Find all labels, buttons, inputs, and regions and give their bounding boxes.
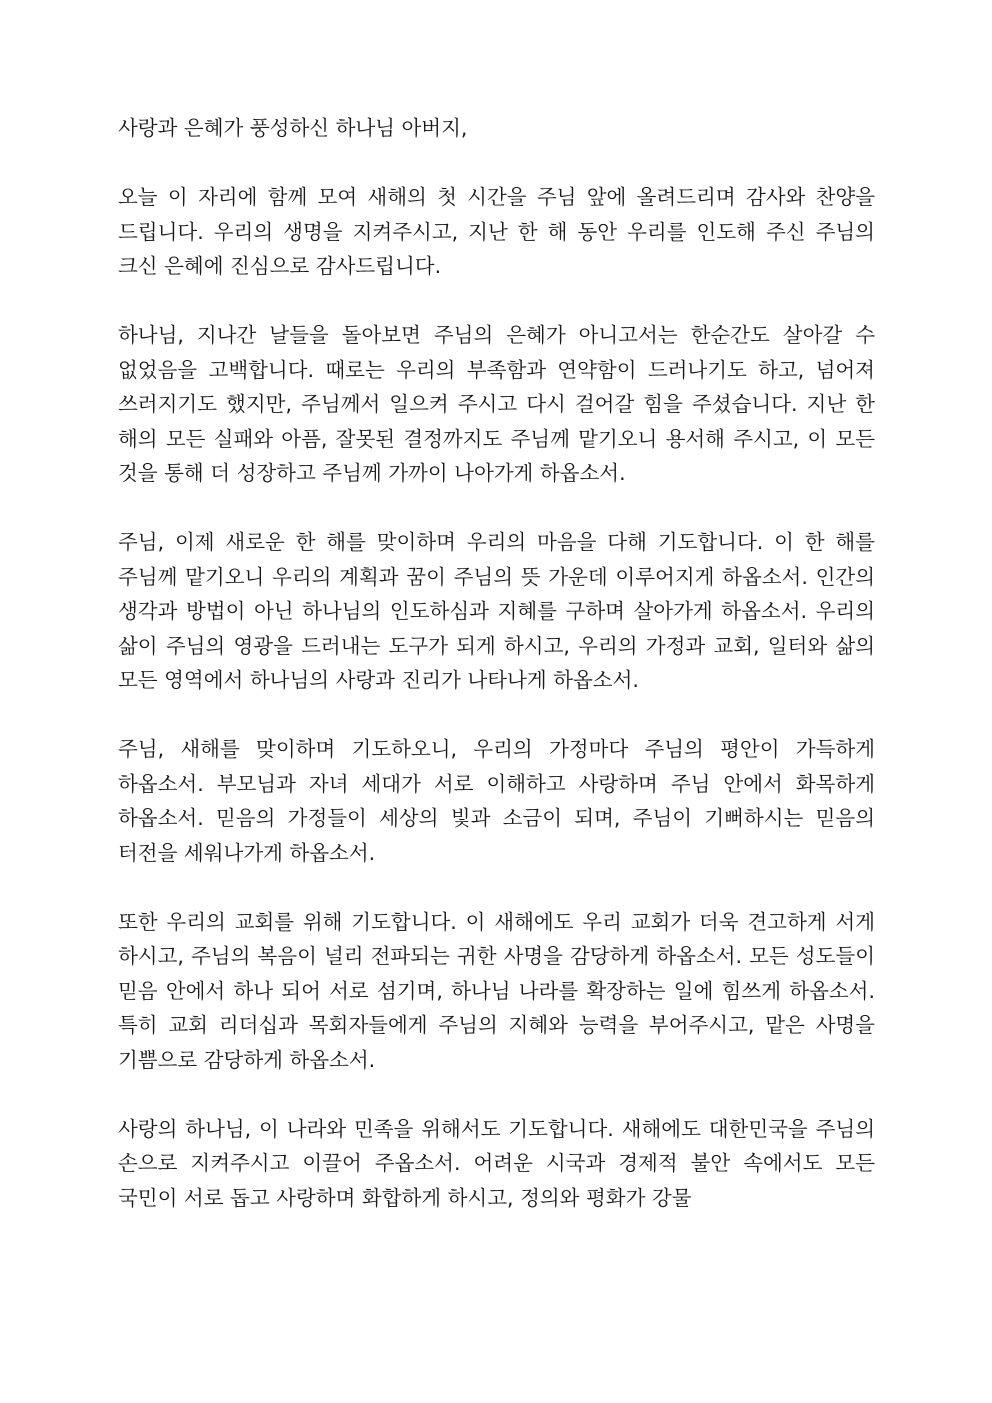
greeting-line: 사랑과 은혜가 풍성하신 하나님 아버지, (118, 116, 468, 140)
paragraph-nation-prayer: 사랑의 하나님, 이 나라와 민족을 위해서도 기도합니다. 새해에도 대한민국을 주님의 손으로 지켜주시고 이끌어 주옵소서. 어려운 시국과 경제적 불안 속에서도 모든 국민이 서로 돕고 사랑하며 화합하게 하시고, 정의와 평화가 강물 (118, 1116, 875, 1210)
paragraph-thanksgiving: 오늘 이 자리에 함께 모여 새해의 첫 시간을 주님 앞에 올려드리며 감사와 찬양을 드립니다. 우리의 생명을 지켜주시고, 지난 한 해 동안 우리를 인도해 주신 주님의 크신 은혜에 진심으로 감사드립니다. (118, 185, 875, 278)
prayer-text-body (118, 111, 875, 1250)
paragraph-new-year-petition: 주님, 이제 새로운 한 해를 맞이하며 우리의 마음을 다해 기도합니다. 이 한 해를 주님께 맡기오니 우리의 계획과 꿈이 주님의 뜻 가운데 이루어지게 하옵소서. 인간의 생각과 방법이 아닌 하나님의 인도하심과 지혜를 구하며 살아가게 하옵소서. 우리의 삶이 주님의 영광을 드러내는 도구가 되게 하시고, 우리의 가정과 교회, 일터와 삶의 모든 영역에서 하나님의 사랑과 진리가 나타나게 하옵소서. (118, 530, 875, 692)
paragraph-church-prayer: 또한 우리의 교회를 위해 기도합니다. 이 새해에도 우리 교회가 더욱 견고하게 서게 하시고, 주님의 복음이 널리 전파되는 귀한 사명을 감당하게 하옵소서. 모든 성도들이 믿음 안에서 하나 되어 서로 섬기며, 하나님 나라를 확장하는 일에 힘쓰게 하옵소서. 특히 교회 리더십과 목회자들에게 주님의 지혜와 능력을 부어주시고, 맡은 사명을 기쁨으로 감당하게 하옵소서. (118, 909, 875, 1072)
paragraph-confession: 하나님, 지나간 날들을 돌아보면 주님의 은혜가 아니고서는 한순간도 살아갈 수 없었음을 고백합니다. 때로는 우리의 부족함과 연약함이 드러나기도 하고, 넘어져 쓰러지기도 했지만, 주님께서 일으켜 주시고 다시 걸어갈 힘을 주셨습니다. 지난 한 해의 모든 실패와 아픔, 잘못된 결정까지도 주님께 맡기오니 용서해 주시고, 이 모든 것을 통해 더 성장하고 주님께 가까이 나아가게 하옵소서. (118, 323, 875, 485)
paragraph-family-prayer: 주님, 새해를 맞이하며 기도하오니, 우리의 가정마다 주님의 평안이 가득하게 하옵소서. 부모님과 자녀 세대가 서로 이해하고 사랑하며 주님 안에서 화목하게 하옵소서. 믿음의 가정들이 세상의 빛과 소금이 되며, 주님이 기뻐하시는 믿음의 터전을 세워나가게 하옵소서. (118, 737, 875, 865)
